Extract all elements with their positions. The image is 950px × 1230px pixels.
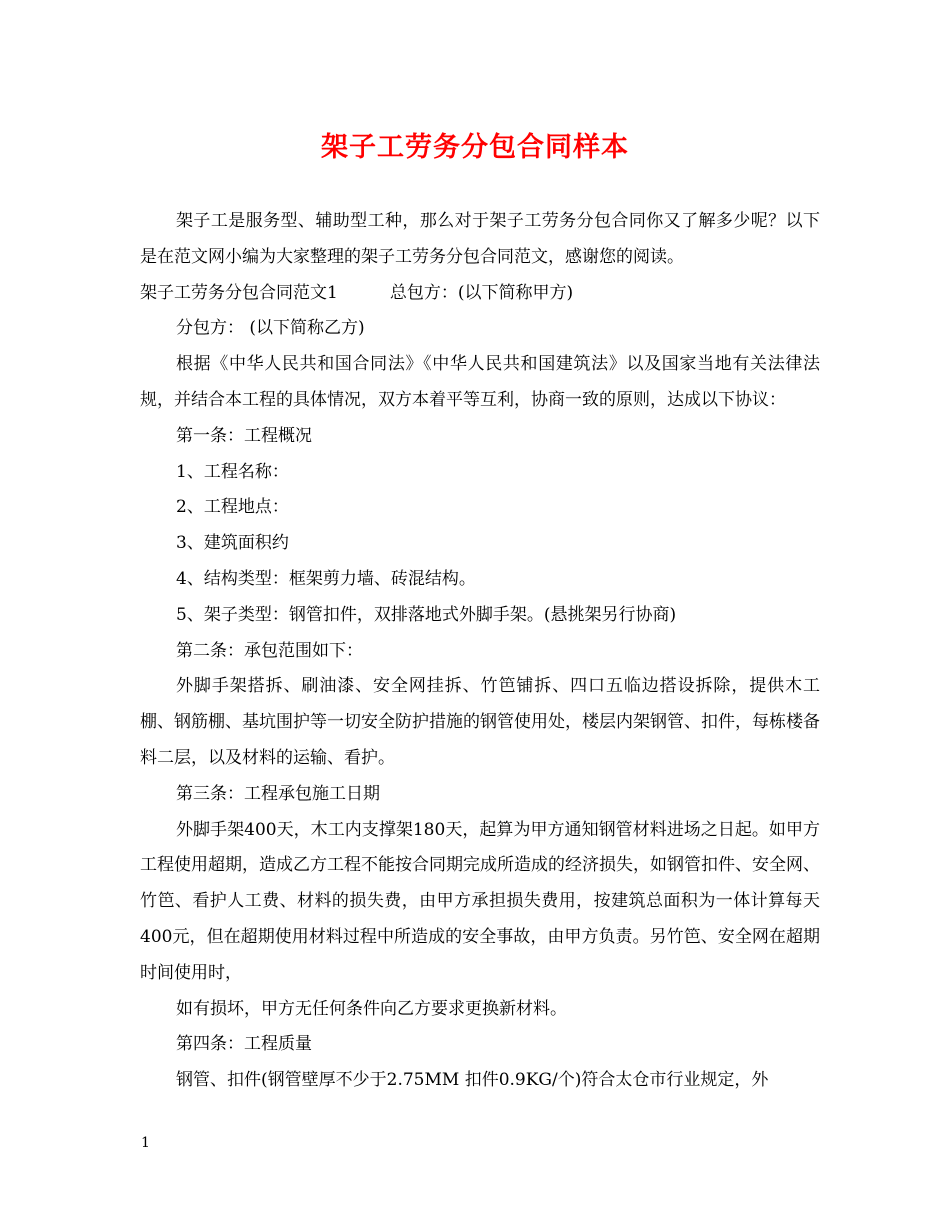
article-3-paragraph: 外脚手架400天，木工内支撑架180天，起算为甲方通知钢管材料进场之日起。如甲方工程使用超期，造成乙方工程不能按合同期完成所造成的经济损失，如钢管扣件、安全网、竹笆、看护人工费、材料的损失费，由甲方承担损失费用，按建筑总面积为一体计算每天400元，但在超期使用材料过程中所造成的安全事故，由甲方负责。另竹笆、安全网在超期时间使用时，: [140, 819, 820, 983]
party-b-line: 分包方： (以下简称乙方): [176, 318, 365, 339]
basis-paragraph: 根据《中华人民共和国合同法》《中华人民共和国建筑法》以及国家当地有关法律法规，并结合本工程的具体情况，双方本着平等互利，协商一致的原则，达成以下协议：: [140, 354, 820, 410]
party-a-line: 总包方：(以下简称甲方): [389, 282, 574, 303]
article-3-heading: 第三条：工程承包施工日期: [176, 783, 380, 804]
article-4-paragraph: 钢管、扣件(钢管壁厚不少于2.75MM 扣件0.9KG/个)符合太仓市行业规定，外: [176, 1070, 769, 1091]
article-1-heading: 第一条：工程概况: [176, 425, 312, 446]
article-1-item: 5、架子类型：钢管扣件，双排落地式外脚手架。(悬挑架另行协商): [176, 604, 677, 625]
article-3-paragraph-continued: 如有损坏，甲方无任何条件向乙方要求更换新材料。: [176, 998, 567, 1019]
article-4-heading: 第四条：工程质量: [176, 1034, 312, 1055]
article-2-heading: 第二条：承包范围如下：: [176, 640, 363, 661]
sample-heading-line: [140, 276, 820, 312]
sample-heading: 架子工劳务分包合同范文1: [140, 282, 338, 303]
article-1-item: 2、工程地点：: [176, 497, 289, 518]
document-title: 架子工劳务分包合同样本: [321, 132, 629, 163]
article-1-item: 4、结构类型：框架剪力墙、砖混结构。: [176, 568, 476, 589]
article-1-item: 1、工程名称：: [176, 461, 289, 482]
article-1-item: 3、建筑面积约: [176, 533, 289, 554]
article-2-paragraph: 外脚手架搭拆、刷油漆、安全网挂拆、竹笆铺拆、四口五临边搭设拆除，提供木工棚、钢筋棚、基坑围护等一切安全防护措施的钢管使用处，楼层内架钢管、扣件，每栋楼备料二层，以及材料的运输、看护。: [140, 676, 820, 768]
document-body: [140, 204, 820, 1099]
intro-paragraph: 架子工是服务型、辅助型工种，那么对于架子工劳务分包合同你又了解多少呢？以下是在范文网小编为大家整理的架子工劳务分包合同范文，感谢您的阅读。: [140, 211, 820, 267]
page-number: 1: [141, 1135, 150, 1151]
